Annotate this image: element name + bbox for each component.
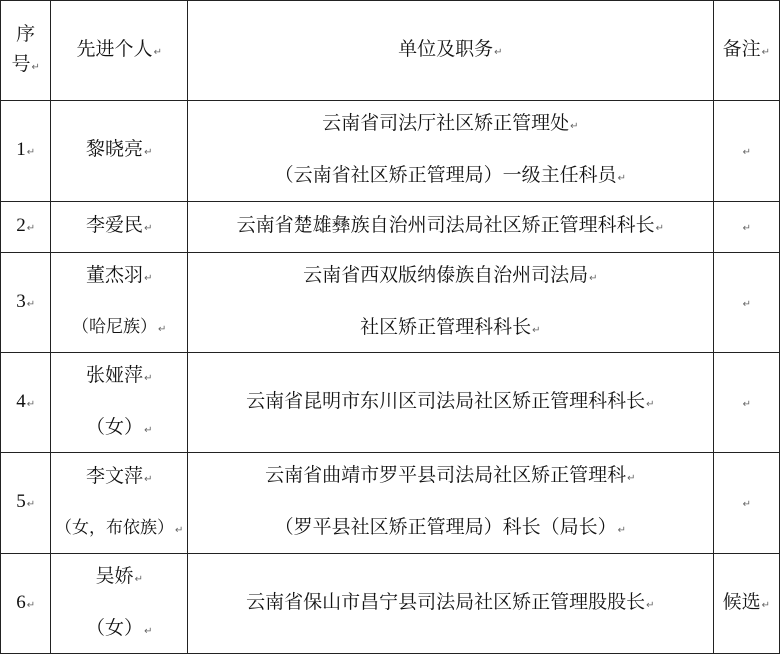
return-mark: ↵ [742, 499, 751, 510]
table-row [1, 453, 780, 554]
cell-note: 候选↵ [713, 554, 779, 654]
return-mark: ↵ [742, 398, 751, 410]
return-mark: ↵ [570, 121, 579, 132]
header-seq [1, 1, 51, 101]
return-mark: ↵ [761, 46, 770, 58]
return-mark: ↵ [144, 473, 153, 485]
return-mark: ↵ [26, 147, 36, 158]
cell-seq: 2↵ [1, 202, 51, 253]
cell-note [713, 101, 779, 202]
cell-name: 李爱民↵ [51, 202, 188, 253]
cell-unit: 云南省司法厅社区矫正管理处↵ （云南省社区矫正管理局）一级主任科员↵ [188, 101, 713, 202]
return-mark: ↵ [494, 46, 503, 58]
cell-unit: 云南省楚雄彝族自治州司法局社区矫正管理科科长↵ [188, 202, 713, 253]
cell-seq: 1↵ [1, 101, 51, 202]
cell-name: 张娅萍↵ （女）↵ [51, 353, 188, 453]
return-mark: ↵ [144, 147, 153, 158]
return-mark: ↵ [26, 223, 36, 234]
return-mark: ↵ [646, 599, 655, 611]
return-mark: ↵ [761, 599, 770, 611]
cell-unit: 云南省曲靖市罗平县司法局社区矫正管理科↵ （罗平县社区矫正管理局）科长（局长）↵ [188, 453, 713, 554]
return-mark: ↵ [627, 473, 636, 484]
return-mark: ↵ [175, 524, 184, 536]
cell-note [713, 202, 779, 253]
table-row [1, 101, 780, 202]
header-note: 备注↵ [713, 1, 779, 101]
cell-unit: 云南省西双版纳傣族自治州司法局↵ 社区矫正管理科科长↵ [188, 253, 713, 353]
cell-seq: 5↵ [1, 453, 51, 554]
return-mark: ↵ [153, 46, 162, 58]
cell-name: 吴娇↵ （女）↵ [51, 554, 188, 654]
return-mark: ↵ [144, 625, 153, 637]
return-mark: ↵ [134, 573, 143, 585]
cell-seq: 4↵ [1, 353, 51, 453]
return-mark: ↵ [646, 398, 655, 410]
cell-unit: 云南省保山市昌宁县司法局社区矫正管理股股长↵ [188, 554, 713, 654]
header-unit: 单位及职务↵ [188, 1, 713, 101]
cell-seq: 3↵ [1, 253, 51, 353]
table-header-row [1, 1, 780, 101]
cell-name: 黎晓亮↵ [51, 101, 188, 202]
table-row [1, 554, 780, 654]
return-mark: ↵ [589, 272, 598, 284]
cell-note [713, 353, 779, 453]
cell-name: 董杰羽↵ （哈尼族）↵ [51, 253, 188, 353]
return-mark: ↵ [31, 61, 40, 73]
return-mark: ↵ [144, 223, 153, 234]
return-mark: ↵ [144, 372, 153, 384]
header-seq-line1: 序 [16, 22, 36, 45]
return-mark: ↵ [532, 324, 541, 336]
cell-note [713, 453, 779, 554]
cell-unit: 云南省昆明市东川区司法局社区矫正管理科科长↵ [188, 353, 713, 453]
cell-seq: 6↵ [1, 554, 51, 654]
return-mark: ↵ [742, 298, 751, 310]
cell-note [713, 253, 779, 353]
table-row [1, 202, 780, 253]
return-mark: ↵ [617, 525, 627, 536]
return-mark: ↵ [742, 147, 751, 158]
return-mark: ↵ [742, 223, 751, 234]
return-mark: ↵ [158, 324, 167, 335]
return-mark: ↵ [26, 298, 36, 310]
cell-name: 李文萍↵ （女，布依族）↵ [51, 453, 188, 554]
header-name: 先进个人↵ [51, 1, 188, 101]
return-mark: ↵ [655, 223, 665, 234]
table-row [1, 353, 780, 453]
table-row [1, 253, 780, 353]
return-mark: ↵ [144, 424, 153, 436]
return-mark: ↵ [617, 173, 627, 184]
header-seq-line2: 号 [11, 52, 31, 75]
return-mark: ↵ [144, 273, 153, 284]
return-mark: ↵ [26, 499, 36, 510]
return-mark: ↵ [26, 398, 36, 410]
return-mark: ↵ [26, 599, 36, 611]
